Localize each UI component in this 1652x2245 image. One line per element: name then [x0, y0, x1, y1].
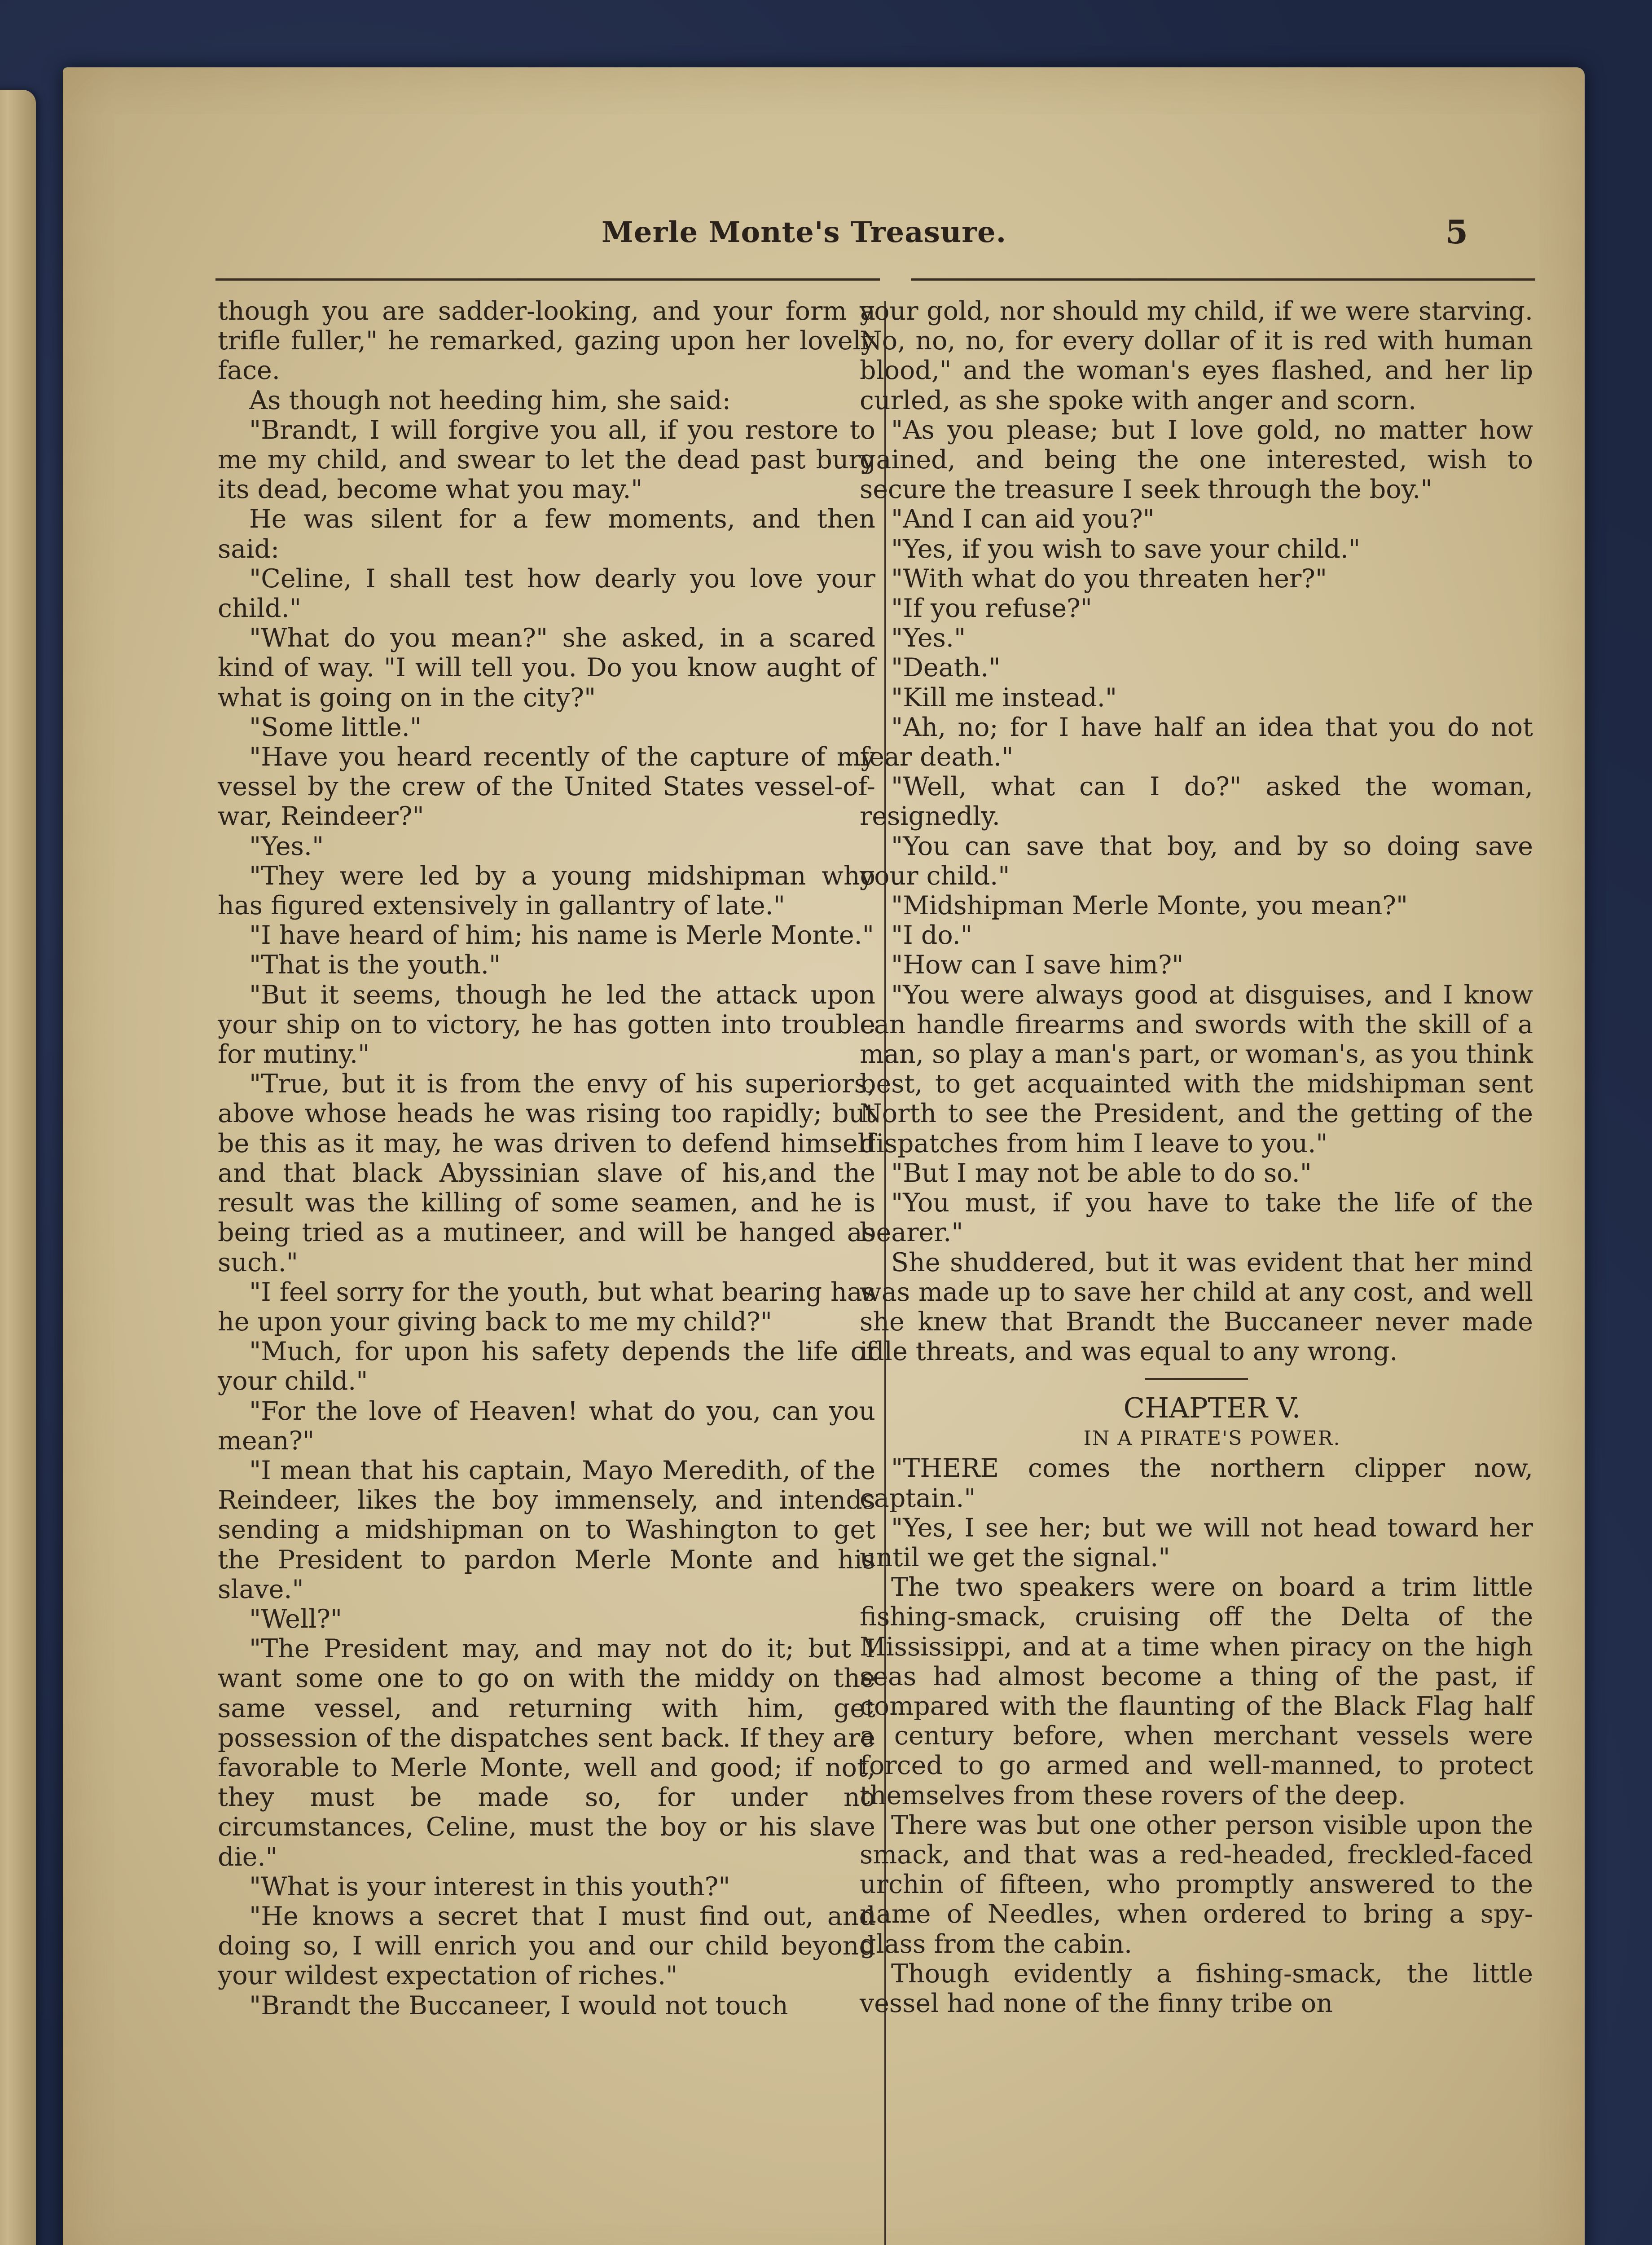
paragraph: "I mean that his captain, Mayo Meredith, of the Reindeer, likes the boy immensely, and intends sending a midshipman on to Washington to get the President to pardon Merle Monte and his slave." [218, 1455, 875, 1604]
paragraph: "Well?" [249, 1604, 343, 1634]
paragraph: "That is the youth." [249, 950, 501, 980]
paragraph: "Midshipman Merle Monte, you mean?" [891, 891, 1408, 921]
adjacent-page-edge [0, 90, 36, 2245]
paragraph: "Brandt, I will forgive you all, if you restore to me my child, and swear to let the dead past bury its dead, become what you may." [218, 415, 875, 505]
paragraph: "You must, if you have to take the life of the bearer." [860, 1188, 1533, 1248]
paragraph: "Yes, if you wish to save your child." [891, 534, 1361, 564]
book-page [63, 67, 1585, 2245]
paragraph: He was silent for a few moments, and then said: [218, 504, 875, 564]
paragraph: "Well, what can I do?" asked the woman, resignedly. [860, 772, 1533, 832]
paragraph: "And I can aid you?" [891, 504, 1155, 534]
paragraph: The two speakers were on board a trim little fishing-smack, cruising off the Delta of the Mississippi, and at a time when piracy on the high seas had almost become a thing of the past, if compared with the flaunting of the Black Flag half a century before, when merchant vessels were forced to go armed and well-manned, to protect themselves from these rovers of the deep. [860, 1572, 1533, 1810]
paragraph: "What is your interest in this youth?" [249, 1871, 730, 1902]
paragraph: "But it seems, though he led the attack upon your ship on to victory, he has gotten into trouble for mutiny." [218, 980, 875, 1070]
paragraph: "How can I save him?" [891, 950, 1184, 980]
paragraph: "But I may not be able to do so." [891, 1158, 1312, 1188]
paragraph: "Much, for upon his safety depends the life of your child." [218, 1337, 875, 1396]
paragraph: "If you refuse?" [891, 594, 1092, 624]
paragraph: "Ah, no; for I have half an idea that you do not fear death." [860, 712, 1533, 772]
chapter-rule [1145, 1378, 1248, 1380]
paragraph: Though evidently a fishing-smack, the little vessel had none of the finny tribe on [860, 1959, 1533, 2018]
page-number: 5 [1446, 213, 1468, 251]
paragraph: She shuddered, but it was evident that her mind was made up to save her child at any cost, and well she knew that Brandt the Buccaneer never made idle threats, and was equal to any wrong. [860, 1247, 1533, 1367]
paragraph: "Death." [891, 653, 1001, 683]
paragraph: your gold, nor should my child, if we were starving. No, no, no, for every dollar of it is red with human blood," and the woman's eyes flashed, and her lip curled, as she spoke with anger and scorn. [860, 296, 1533, 415]
chapter-title: CHAPTER V. [1123, 1391, 1301, 1425]
paragraph: "True, but it is from the envy of his superiors, above whose heads he was rising too rapidly; but be this as it may, he was driven to defend himself and that black Abyssinian slave of his,and the result was the killing of some seamen, and he is being tried as a mutineer, and will be hanged as such." [218, 1069, 875, 1277]
paragraph: "Kill me instead." [891, 682, 1117, 713]
header-rule-left [215, 278, 880, 281]
chapter-subtitle: IN A PIRATE'S POWER. [1083, 1427, 1341, 1450]
paragraph: "Celine, I shall test how dearly you love your child." [218, 563, 875, 624]
paragraph: "For the love of Heaven! what do you, can you mean?" [218, 1396, 875, 1456]
paragraph: "They were led by a young midshipman who has figured extensively in gallantry of late." [218, 861, 875, 921]
running-title: Merle Monte's Treasure. [602, 216, 1006, 249]
paragraph: "I feel sorry for the youth, but what bearing has he upon your giving back to me my child?" [218, 1277, 875, 1337]
paragraph: "Some little." [249, 712, 422, 742]
paragraph: "Yes." [249, 831, 324, 861]
paragraph: As though not heeding him, she said: [249, 385, 731, 415]
header-rule-right [911, 278, 1535, 281]
page-header [63, 213, 1585, 269]
paragraph: "Yes, I see her; but we will not head toward her until we get the signal." [860, 1513, 1533, 1572]
right-column [860, 296, 1533, 2018]
paragraph: "I have heard of him; his name is Merle Monte." [249, 920, 874, 951]
paragraph: "Have you heard recently of the capture of my vessel by the crew of the United States vessel-of-war, Reindeer?" [218, 742, 875, 832]
paragraph: "The President may, and may not do it; but I want some one to go on with the middy on the same vessel, and returning with him, get possession of the dispatches sent back. If they are favorable to Merle Monte, well and good; if not, they must be made so, for under no circumstances, Celine, must the boy or his slave die." [218, 1634, 875, 1872]
paragraph: "You were always good at disguises, and I know can handle firearms and swords with the skill of a man, so play a man's part, or woman's, as you think best, to get acquainted with the midshipman sent North to see the President, and the getting of the dispatches from him I leave to you." [860, 980, 1533, 1158]
paragraph: though you are sadder-looking, and your form a trifle fuller," he remarked, gazing upon her lovely face. [218, 296, 875, 386]
paragraph: "Yes." [891, 623, 966, 653]
paragraph: "You can save that boy, and by so doing save your child." [860, 831, 1533, 891]
paragraph: "Brandt the Buccaneer, I would not touch [249, 1990, 788, 2020]
left-column [218, 296, 875, 2020]
paragraph: "He knows a secret that I must find out, and doing so, I will enrich you and our child beyond your wildest expectation of riches." [218, 1901, 875, 1991]
paragraph: There was but one other person visible upon the smack, and that was a red-headed, freckled-faced urchin of fifteen, who promptly answered to the name of Needles, when ordered to bring a spy-glass from the cabin. [860, 1810, 1533, 1959]
paragraph: "THERE comes the northern clipper now, captain." [860, 1453, 1533, 1513]
paragraph: "I do." [891, 920, 972, 951]
paragraph: "What do you mean?" she asked, in a scared kind of way. "I will tell you. Do you know aught of what is going on in the city?" [218, 623, 875, 713]
paragraph: "With what do you threaten her?" [891, 563, 1327, 594]
paragraph: "As you please; but I love gold, no matter how gained, and being the one interested, wish to secure the treasure I seek through the boy." [860, 415, 1533, 505]
